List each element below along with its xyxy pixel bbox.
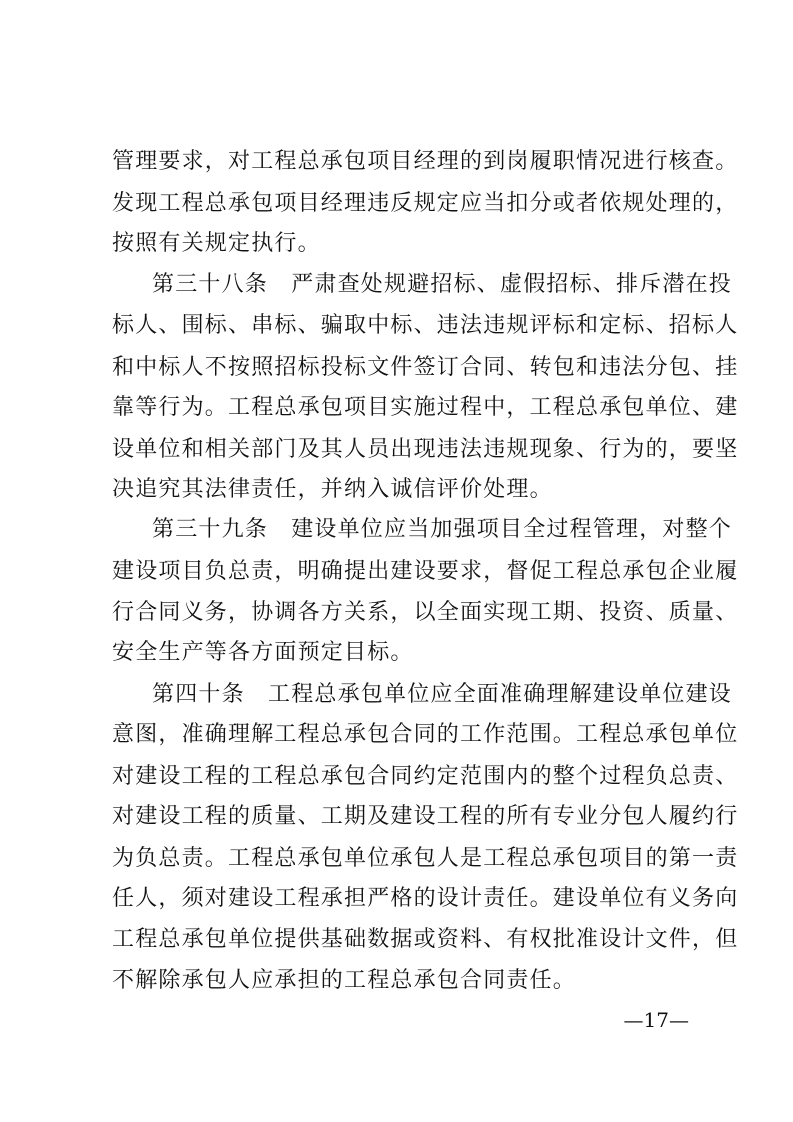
text-line: 对建设工程的质量、工期及建设工程的所有专业分包人履约行 [112, 804, 739, 829]
text-line: 任人，须对建设工程承担严格的设计责任。建设单位有义务向 [112, 886, 739, 911]
text-line: 行合同义务，协调各方关系，以全面实现工期、投资、质量、 [112, 600, 739, 625]
text-line: 管理要求，对工程总承包项目经理的到岗履职情况进行核查。 [112, 149, 739, 174]
text-line: 为负总责。工程总承包单位承包人是工程总承包项目的第一责 [112, 846, 739, 871]
text-line: 设单位和相关部门及其人员出现违法违规现象、行为的，要坚 [112, 437, 739, 462]
text-line: 发现工程总承包项目经理违反规定应当扣分或者依规处理的， [112, 191, 739, 216]
text-line: 建设项目负总责，明确提出建设要求，督促工程总承包企业履 [112, 559, 739, 584]
article-40-first-line: 第四十条 工程总承包单位应全面准确理解建设单位建设 [152, 682, 733, 707]
text-line: 意图，准确理解工程总承包合同的工作范围。工程总承包单位 [112, 722, 739, 747]
article-38-first-line: 第三十八条 严肃查处规避招标、虚假招标、排斥潜在投 [152, 272, 733, 297]
text-line: 按照有关规定执行。 [112, 231, 321, 256]
text-line: 对建设工程的工程总承包合同约定范围内的整个过程负总责、 [112, 764, 739, 789]
text-line: 和中标人不按照招标投标文件签订合同、转包和违法分包、挂 [112, 355, 739, 380]
text-line: 安全生产等各方面预定目标。 [112, 640, 414, 665]
text-line: 标人、围标、串标、骗取中标、违法违规评标和定标、招标人 [112, 313, 739, 338]
text-line: 不解除承包人应承担的工程总承包合同责任。 [112, 968, 577, 993]
text-line: 决追究其法律责任，并纳入诚信评价处理。 [112, 477, 553, 502]
page-number: —17— [623, 1008, 689, 1032]
text-line: 工程总承包单位提供基础数据或资料、有权批准设计文件，但 [112, 927, 739, 952]
text-line: 靠等行为。工程总承包项目实施过程中，工程总承包单位、建 [112, 395, 739, 420]
article-39-first-line: 第三十九条 建设单位应当加强项目全过程管理，对整个 [152, 517, 733, 542]
